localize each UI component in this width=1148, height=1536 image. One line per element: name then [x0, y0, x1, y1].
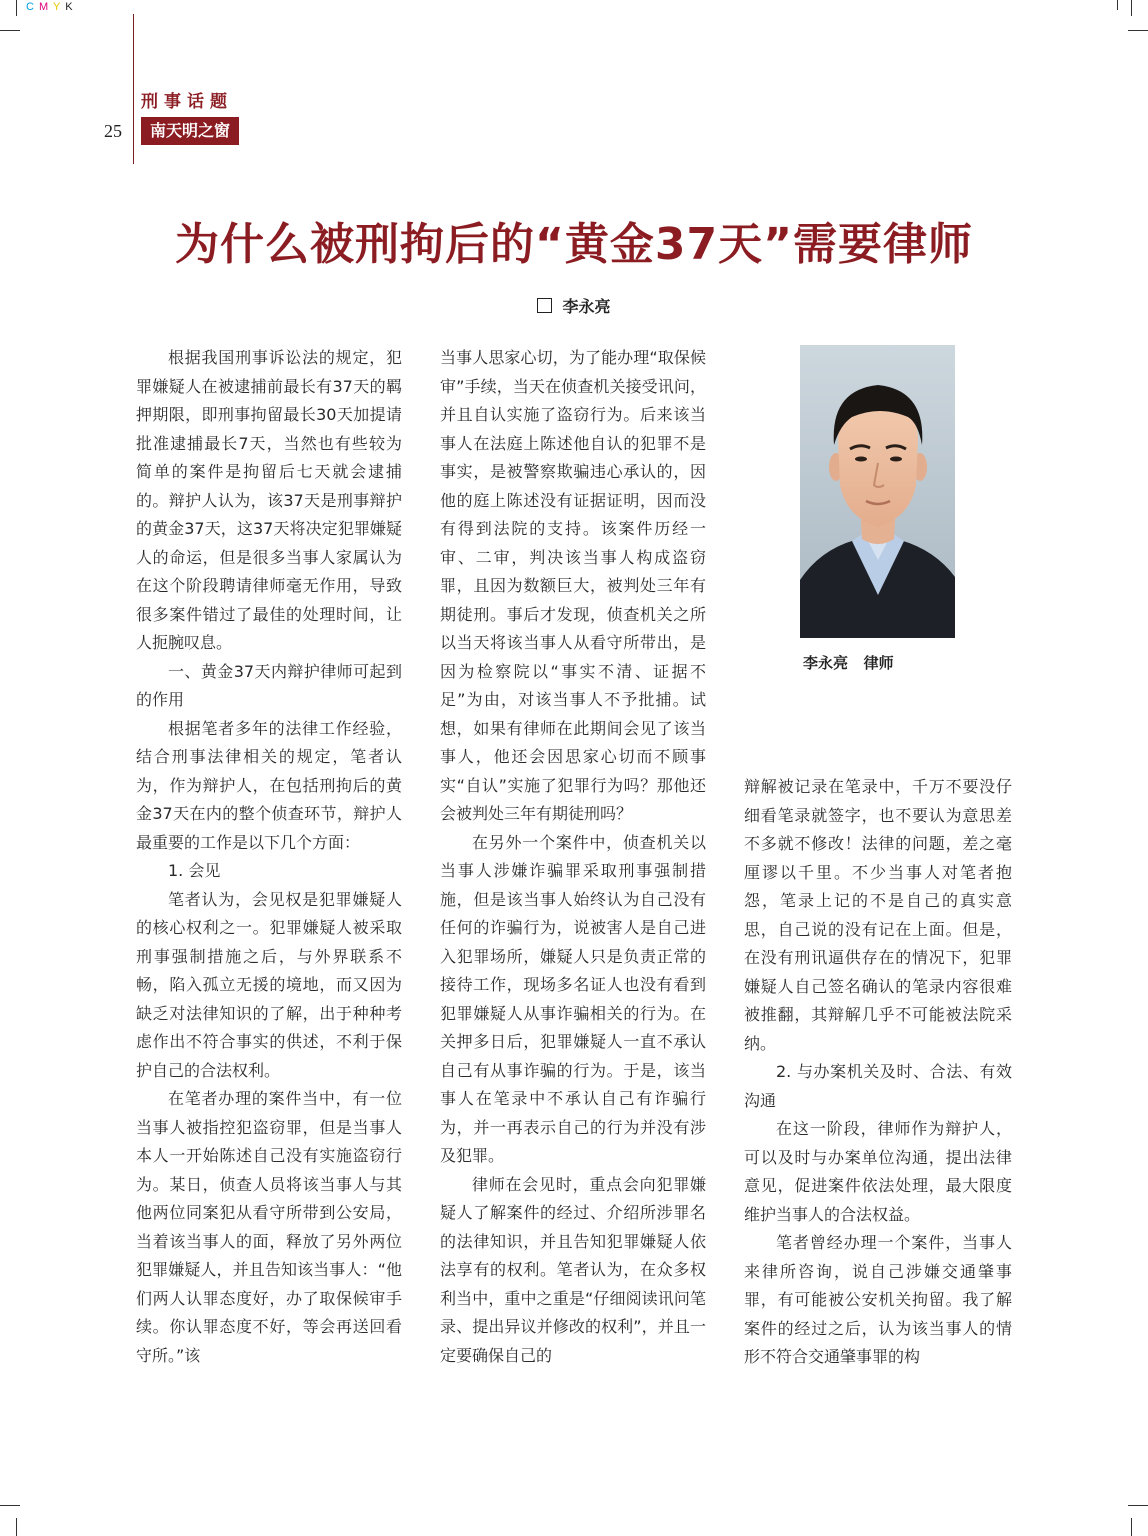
paragraph: 在这一阶段，律师作为辩护人，可以及时与办案单位沟通，提出法律意见，促进案件依法处理，最大限度维护当事人的合法权益。	[744, 1119, 1012, 1224]
crop-mark	[1131, 1518, 1132, 1536]
page-number: 25	[104, 121, 122, 141]
header-rule	[133, 14, 134, 164]
paragraph: 辩解被记录在笔录中，千万不要没仔细看笔录就签字，也不要认为意思差不多就不修改！法律的问题，差之毫厘谬以千里。不少当事人对笔者抱怨，笔录上记的不是自己的真实意思，自己说的没有记在上面。但是，在没有刑讯逼供存在的情况下，犯罪嫌疑人自己签名确认的笔录内容很难被推翻，其辩解几乎不可能被法院采纳。	[744, 777, 1012, 1053]
cmyk-c: C	[26, 1, 35, 13]
crop-mark	[1117, 0, 1118, 10]
paragraph: 在笔者办理的案件当中，有一位当事人被指控犯盗窃罪，但是当事人本人一开始陈述自己没有实施盗窃行为。某日，侦查人员将该当事人与其他两位同案犯从看守所带到公安局，当着该当事人的面，释放了另外两位犯罪嫌疑人，并且告知该当事人：“他们两人认罪态度好，办了取保候审手续。你认罪态度不好，等会再送回看守所。”该	[136, 1089, 402, 1365]
author-line	[0, 294, 1148, 317]
paragraph: 笔者曾经办理一个案件，当事人来律所咨询，说自己涉嫌交通肇事罪，有可能被公安机关拘留。我了解案件的经过之后，认为该当事人的情形不符合交通肇事罪的构	[744, 1233, 1012, 1366]
section-tag: 刑事话题	[141, 92, 233, 112]
photo-caption: 李永亮 律师	[803, 654, 894, 672]
author-name: 李永亮	[562, 297, 611, 316]
crop-mark	[1131, 0, 1132, 16]
section-heading: 一、黄金37天内辩护律师可起到的作用	[136, 661, 402, 709]
cmyk-color-bar	[26, 1, 74, 13]
paragraph: 律师在会见时，重点会向犯罪嫌疑人了解案件的经过、介绍所涉罪名的法律知识，并且告知犯罪嫌疑人依法享有的权利。笔者认为，在众多权利当中，重中之重是“仔细阅读讯问笔录、提出异议并修改的权利”，并且一定要确保自己的	[440, 1174, 706, 1365]
crop-mark	[16, 1518, 17, 1536]
paragraph: 根据笔者多年的法律工作经验，结合刑事法律相关的规定，笔者认为，作为辩护人，在包括刑拘后的黄金37天在内的整个侦查环节，辩护人最重要的工作是以下几个方面：	[136, 718, 402, 852]
paragraph: 根据我国刑事诉讼法的规定，犯罪嫌疑人在被逮捕前最长有37天的羁押期限，即刑事拘留最长30天加提请批准逮捕最长7天，当然也有些较为简单的案件是拘留后七天就会逮捕的。辩护人认为，该37天是刑事辩护的黄金37天，这37天将决定犯罪嫌疑人的命运，但是很多当事人家属认为在这个阶段聘请律师毫无作用，导致很多案件错过了最佳的处理时间，让人扼腕叹息。	[136, 348, 402, 652]
subsection-heading: 1. 会见	[168, 861, 221, 880]
cmyk-m: M	[39, 1, 50, 13]
crop-mark	[16, 0, 17, 16]
cmyk-y: Y	[53, 1, 62, 13]
cmyk-k: K	[65, 1, 74, 13]
crop-mark	[1128, 30, 1148, 31]
text-column-2	[440, 344, 706, 1370]
subsection-heading: 2. 与办案机关及时、合法、有效沟通	[744, 1062, 1012, 1110]
crop-mark	[0, 1505, 20, 1506]
paragraph: 在另外一个案件中，侦查机关以当事人涉嫌诈骗罪采取刑事强制措施，但是该当事人始终认为自己没有任何的诈骗行为，说被害人是自己进入犯罪场所，嫌疑人只是负责正常的接待工作，现场多名证人也没有看到犯罪嫌疑人从事诈骗相关的行为。在关押多日后，犯罪嫌疑人一直不承认自己有从事诈骗的行为。于是，该当事人在笔录中不承认自己有诈骗行为，并一再表示自己的行为并没有涉及犯罪。	[440, 832, 706, 1165]
article-title: 为什么被刑拘后的“黄金37天”需要律师	[174, 219, 974, 270]
author-photo	[800, 345, 955, 638]
paragraph: 笔者认为，会见权是犯罪嫌疑人的核心权利之一。犯罪嫌疑人被采取刑事强制措施之后，与外界联系不畅，陷入孤立无援的境地，而又因为缺乏对法律知识的了解，出于种种考虑作出不符合事实的供述，不利于保护自己的合法权利。	[136, 889, 402, 1080]
magazine-name: 南天明之窗	[141, 117, 239, 145]
crop-mark	[1128, 1505, 1148, 1506]
author-box-icon	[537, 298, 552, 313]
portrait-image	[800, 345, 955, 638]
crop-mark	[0, 30, 20, 31]
text-column-1	[136, 344, 402, 1370]
text-column-3	[744, 773, 1012, 1372]
paragraph: 当事人思家心切，为了能办理“取保候审”手续，当天在侦查机关接受讯问，并且自认实施了盗窃行为。后来该当事人在法庭上陈述他自认的犯罪不是事实，是被警察欺骗违心承认的，因他的庭上陈述没有证据证明，因而没有得到法院的支持。该案件历经一审、二审，判决该当事人构成盗窃罪，且因为数额巨大，被判处三年有期徒刑。事后才发现，侦查机关之所以当天将该当事人从看守所带出，是因为检察院以“事实不清、证据不足”为由，对该当事人不予批捕。试想，如果有律师在此期间会见了该当事人，他还会因思家心切而不顾事实“自认”实施了犯罪行为吗？那他还会被判处三年有期徒刑吗？	[440, 348, 706, 823]
